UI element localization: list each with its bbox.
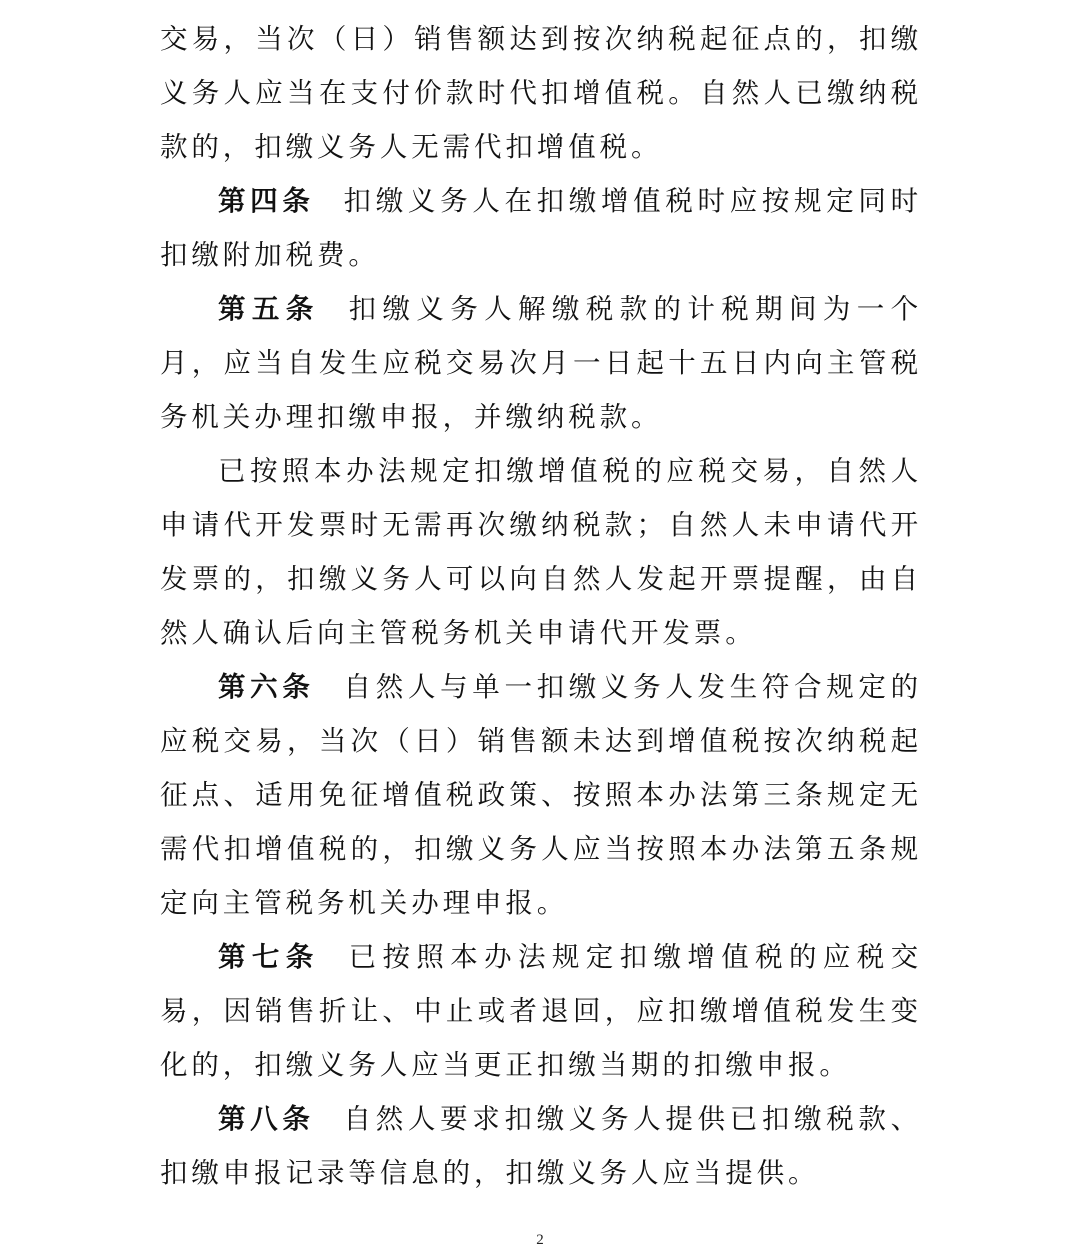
article-number: 第五条 [218,293,320,325]
article-7 [160,930,922,1092]
paragraph-text: 扣缴义务人解缴税款的计税期间为一个月，应当自发生应税交易次月一日起十五日内向主管税务机关办理扣缴申报，并缴纳税款。 [160,293,922,433]
article-number: 第七条 [218,941,320,973]
article-5 [160,282,922,444]
page-number: 2 [536,1232,544,1248]
article-number: 第四条 [218,185,315,217]
article-5-paragraph-2 [160,444,922,660]
article-6 [160,660,922,930]
paragraph-text: 扣缴义务人在扣缴增值税时应按规定同时扣缴附加税费。 [160,185,922,271]
paragraph-text: 已按照本办法规定扣缴增值税的应税交易，自然人申请代开发票时无需再次缴纳税款；自然人未申请代开发票的，扣缴义务人可以向自然人发起开票提醒，由自然人确认后向主管税务机关申请代开发票。 [160,455,922,649]
article-4 [160,174,922,282]
paragraph-text: 自然人与单一扣缴义务人发生符合规定的应税交易，当次（日）销售额未达到增值税按次纳税起征点、适用免征增值税政策、按照本办法第三条规定无需代扣增值税的，扣缴义务人应当按照本办法第五条规定向主管税务机关办理申报。 [160,671,922,919]
paragraph-text: 已按照本办法规定扣缴增值税的应税交易，因销售折让、中止或者退回，应扣缴增值税发生变化的，扣缴义务人应当更正扣缴当期的扣缴申报。 [160,941,922,1081]
article-8 [160,1092,922,1200]
paragraph-text: 交易，当次（日）销售额达到按次纳税起征点的，扣缴义务人应当在支付价款时代扣增值税。自然人已缴纳税款的，扣缴义务人无需代扣增值税。 [160,23,922,163]
article-number: 第八条 [218,1103,315,1135]
paragraph-text: 自然人要求扣缴义务人提供已扣缴税款、扣缴申报记录等信息的，扣缴义务人应当提供。 [160,1103,922,1189]
article-number: 第六条 [218,671,315,703]
paragraph-continuation [160,12,922,174]
document-page [160,12,922,1200]
